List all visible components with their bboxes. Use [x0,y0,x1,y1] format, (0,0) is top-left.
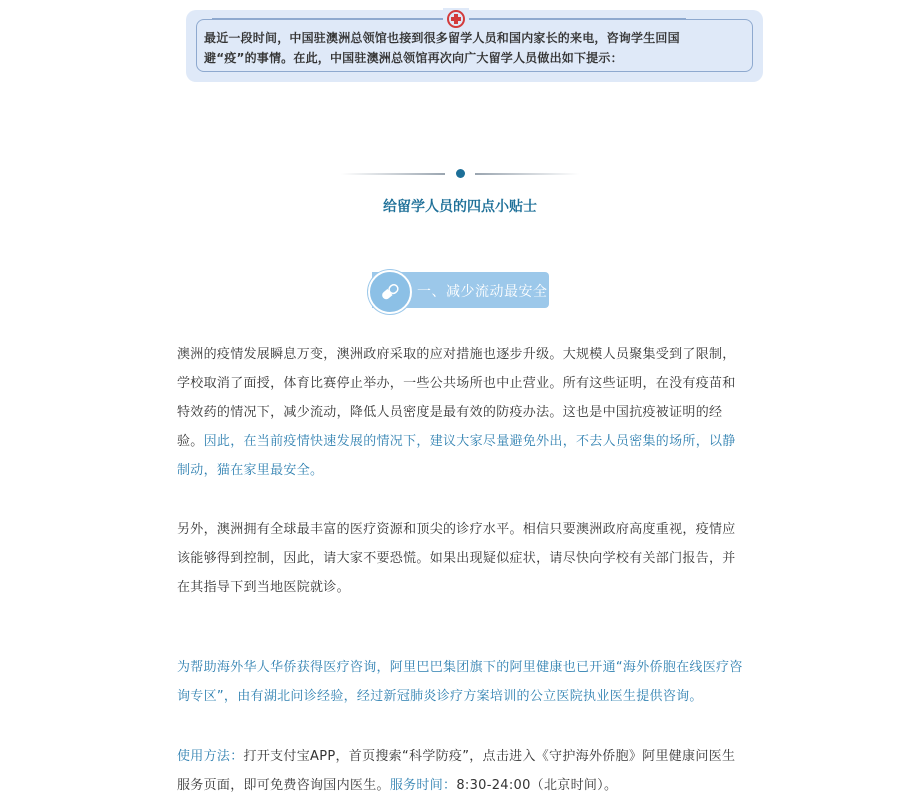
service-time-label: 服务时间： [389,778,457,793]
medical-cross-icon [443,8,469,30]
usage-text: 打开支付宝APP，首页搜索“科学防疫”，点击进入《守护海外侨胞》阿里健康问医生服务页面，即可免费咨询国内医生。 [177,749,736,793]
paragraph-2: 另外，澳洲拥有全球最丰富的医疗资源和顶尖的诊疗水平。相信只要澳洲政府高度重视，疫情应该能够得到控制，因此，请大家不要恐慌。如果出现疑似症状，请尽快向学校有关部门报告，并在其指导下到当地医院就诊。 [177,522,736,595]
notice-text: 最近一段时间，中国驻澳洲总领馆也接到很多留学人员和国内家长的来电，咨询学生回国避“疫”的事情。在此，中国驻澳洲总领馆再次向广大留学人员做出如下提示： [204,31,680,65]
section-title: 给留学人员的四点小贴士 [383,199,537,215]
service-time-value: 8:30-24:00（北京时间）。 [456,778,618,793]
divider-dot [456,169,465,178]
pill-capsule-icon [368,270,412,314]
paragraph-1-text: 澳洲的疫情发展瞬息万变，澳洲政府采取的应对措施也逐步升级。大规模人员聚集受到了限制，学校取消了面授，体育比赛停止举办，一些公共场所也中止营业。所有这些证明，在没有疫苗和特效药的情况下，减少流动，降低人员密度是最有效的防疫办法。这也是中国抗疫被证明的经验。 [177,347,736,449]
paragraph-4 [177,742,747,800]
usage-label: 使用方法： [177,749,244,764]
divider-left [341,173,445,175]
heading-text: 一、减少流动最安全 [417,284,548,300]
paragraph-1-highlight: 因此，在当前疫情快速发展的情况下，建议大家尽量避免外出，不去人员密集的场所，以静制动，猫在家里最安全。 [177,434,736,478]
divider-right [475,173,579,175]
paragraph-1 [177,340,747,485]
paragraph-3: 为帮助海外华人华侨获得医疗咨询，阿里巴巴集团旗下的阿里健康也已开通“海外侨胞在线医疗咨询专区”，由有湖北问诊经验，经过新冠肺炎诊疗方案培训的公立医院执业医生提供咨询。 [177,660,743,704]
